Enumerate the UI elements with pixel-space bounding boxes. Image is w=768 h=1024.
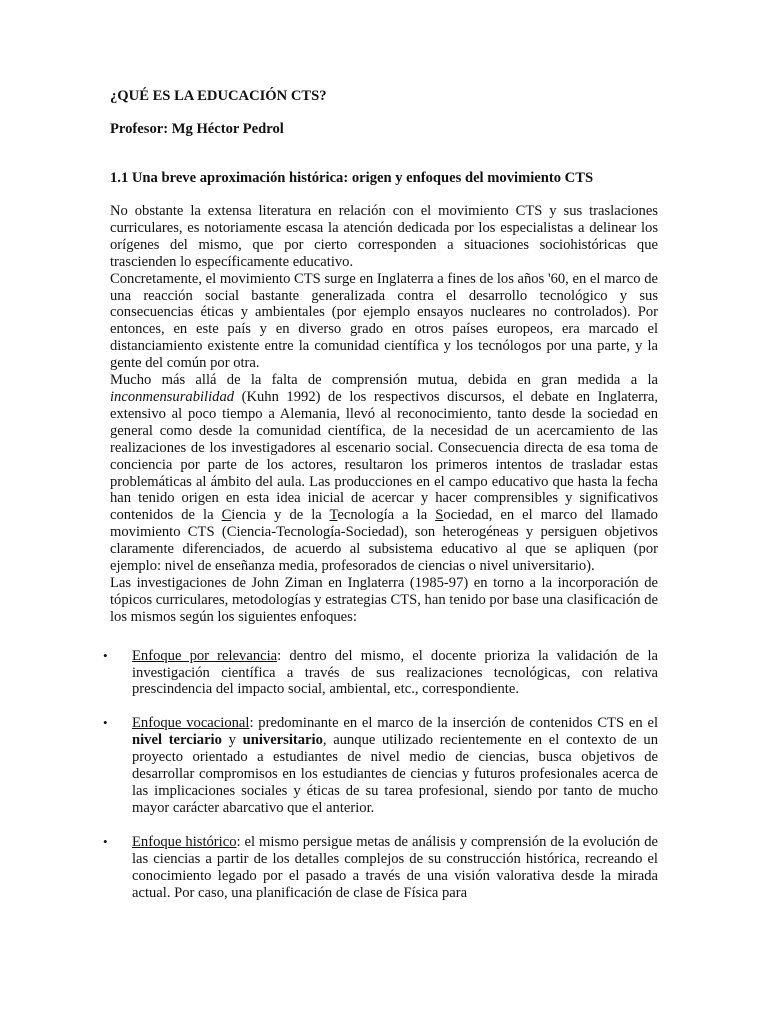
list-item [103,833,658,902]
list-item [103,715,659,816]
enfoque-mid: y [228,732,236,749]
enfoque-text-a: : predominante en el marco de la inserción de contenidos CTS en el [249,715,659,732]
p3-initial-c: C [221,507,232,524]
enfoque-text: : el mismo persigue metas de análisis y comprensión de la evolución de las ciencias a partir de los detalles complejos de su construcción histórica, recreando el conocimiento legado por el pasado a través de una visión valorativa desde la mirada actual. Por caso, una planificación de clase de Física para [132,833,658,901]
enfoque-label: Enfoque vocacional [132,715,250,732]
list-item [103,647,658,699]
section-heading: 1.1 Una breve aproximación histórica: origen y enfoques del movimiento CTS [110,170,594,186]
paragraph-3 [110,372,658,575]
paragraph-4: Las investigaciones de John Ziman en Inglaterra (1985-97) en torno a la incorporación de tópicos curriculares, metodologías y estrategias CTS, han tenido por base una clasificación de los mismos según los siguientes enfoques: [110,574,658,625]
bullet-icon: • [103,647,108,663]
document-title: ¿QUÉ ES LA EDUCACIÓN CTS? [110,88,327,104]
body-text [110,203,658,626]
p3-rest-s: ociedad, en el marco del llamado movimiento CTS (Ciencia-Tecnología-Sociedad), son heterogéneas y persiguen objetivos claramente diferenciados, de acuerdo al subsistema educativo al que se apliquen (por ejemplo: nivel de enseñanza media, profesorados de ciencias o nivel universitario). [110,507,658,575]
bullet-icon: • [103,715,108,731]
p3-rest-c: iencia y de la [231,507,322,524]
enfoques-list [103,647,659,902]
p3-text-a: Mucho más allá de la falta de comprensión mutua, debida en gran medida a la [110,372,658,389]
p3-initial-t: T [329,507,338,524]
bullet-icon: • [103,833,108,849]
p3-initial-s: S [435,507,444,524]
paragraph-2: Concretamente, el movimiento CTS surge en Inglaterra a fines de los años '60, en el marco de una reacción social bastante generalizada contra el desarrollo tecnológico y sus consecuencias éticas y ambientales (por ejemplo ensayos nucleares no controlados). Por entonces, en este país y en diverso grado en otros países europeos, era marcado el distanciamiento existente entre la comunidad científica y los tecnólogos por una parte, y la gente del común por otra. [110,270,658,372]
enfoque-bold-2: universitario [242,732,323,749]
professor-line: Profesor: Mg Héctor Pedrol [110,121,284,137]
enfoque-label: Enfoque por relevancia [132,647,278,664]
enfoque-bold-1: nivel terciario [132,732,222,749]
p3-emphasis: inconmensurabilidad [110,388,235,405]
paragraph-1: No obstante la extensa literatura en relación con el movimiento CTS y sus traslaciones curriculares, es notoriamente escasa la atención dedicada por los especialistas a delinear los orígenes del mismo, que por cierto corresponden a situaciones sociohistóricas que trascienden lo específicamente educativo. [110,203,658,270]
enfoque-text: : dentro del mismo, el docente prioriza la validación de la investigación científica a través de sus realizaciones tecnológicas, con relativa prescindencia del impacto social, ambiental, etc., correspondiente. [132,647,658,698]
p3-rest-t: ecnología a la [337,507,428,524]
p3-text-b: (Kuhn 1992) de los respectivos discursos, el debate en Inglaterra, extensivo al poco tiempo a Alemania, llevó al reconocimiento, tanto desde la sociedad en general como desde la comunidad científica, de la necesidad de un acercamiento de las realizaciones de los investigadores al escenario social. Consecuencia directa de esa toma de conciencia por parte de los actores, resultaron los primeros intentos de trasladar estas problemáticas al ámbito del aula. Las producciones en el campo educativo que hasta la fecha han tenido origen en esta idea inicial de acercar y hacer comprensibles y significativos contenidos de la [110,388,658,524]
enfoque-text-b: , aunque utilizado recientemente en el contexto de un proyecto orientado a estudiantes de nivel medio de ciencias, busca objetivos de desarrollar compromisos en los estudiantes de ciencias y futuros profesionales acerca de las implicaciones sociales y éticas de su tarea profesional, siendo por tanto de mucho mayor carácter abarcativo que el anterior. [132,732,659,816]
enfoque-label: Enfoque histórico [132,833,237,850]
